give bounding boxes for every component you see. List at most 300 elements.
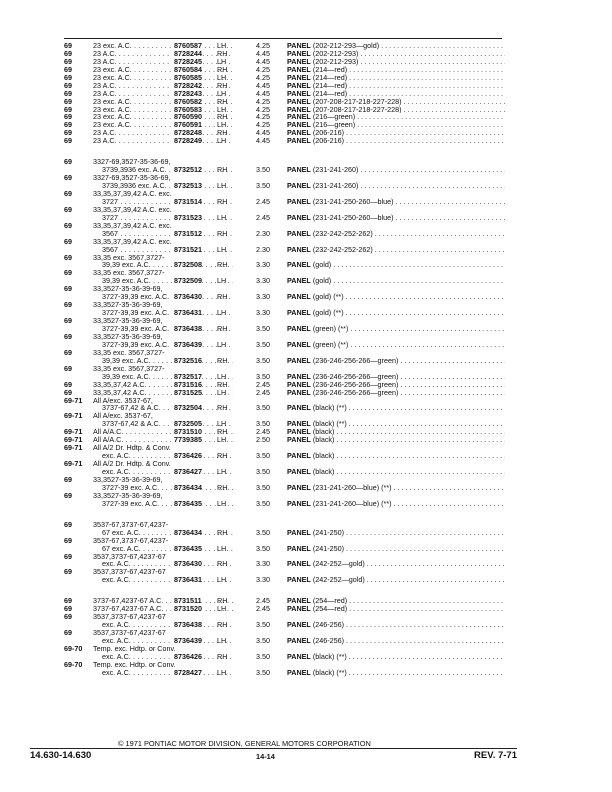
footer-rule [30, 748, 517, 749]
application-leader [93, 468, 233, 476]
part-number: 8736435 [174, 498, 202, 508]
table-row [64, 58, 502, 66]
description-text: (242-252—gold) . . . [313, 560, 505, 568]
description-prefix: PANEL [287, 182, 311, 190]
table-row [64, 476, 502, 492]
model-year: 69 [64, 220, 72, 230]
side-code: LH [217, 120, 227, 130]
application-line: 3567 [102, 228, 118, 238]
table-row [64, 158, 502, 174]
application-line: 3737-67,42 & A.C. [102, 419, 161, 429]
application-line: 33,35 exc. 3567,3727- [93, 269, 165, 278]
description-cell [287, 50, 505, 58]
model-year: 69 [64, 551, 72, 561]
description-cell [287, 74, 505, 82]
description-cell [287, 230, 505, 238]
description-text: (gold) . . . [313, 277, 505, 285]
application-leader [93, 166, 233, 174]
table-row [64, 90, 502, 98]
application-line: 23 exc. A.C. [93, 65, 132, 74]
table-row [64, 553, 502, 569]
application-cell [93, 317, 233, 333]
table-row [64, 381, 502, 389]
labor-hours: 2.45 [256, 387, 270, 397]
description-prefix: PANEL [287, 468, 311, 476]
table-row [64, 365, 502, 381]
application-cell [93, 444, 233, 460]
labor-hours: 3.50 [256, 651, 270, 661]
labor-hours: 2.45 [256, 604, 270, 614]
description-cell [287, 404, 505, 412]
part-number: 8732509 [174, 276, 202, 286]
application-leader [93, 58, 233, 66]
description-cell [287, 653, 505, 661]
model-year: 69 [64, 252, 72, 262]
side-code: RH [217, 559, 228, 569]
application-line: 3327-69,3527-35-36-69, [93, 158, 171, 167]
application-leader [93, 98, 233, 106]
model-year: 69 [64, 347, 72, 357]
labor-hours: 3.50 [256, 498, 270, 508]
application-leader [93, 389, 233, 397]
description-prefix: PANEL [287, 325, 311, 333]
model-year: 69 [64, 490, 72, 500]
description-text: (gold) (**) . . . [313, 309, 505, 317]
application-cell [93, 98, 233, 106]
application-leader [93, 420, 233, 428]
application-cell [93, 301, 233, 317]
application-line: Temp. exc. Hdtp. or Conv. [93, 660, 176, 669]
description-text: (254—red) . . . [313, 597, 505, 605]
application-line: 3727 [102, 212, 118, 222]
application-leader [93, 106, 233, 114]
side-code: LH [217, 88, 227, 98]
side-code: RH [217, 482, 228, 492]
model-year: 69 [64, 474, 72, 484]
description-prefix: PANEL [287, 229, 311, 238]
application-line: 33,35,37,39,42 A.C. exc. [93, 205, 172, 214]
application-line: exc. A.C. [102, 467, 131, 476]
description-cell [287, 484, 505, 492]
application-cell [93, 568, 233, 584]
table-row [64, 537, 502, 553]
table-row [64, 568, 502, 584]
part-number: 8760587 [174, 41, 202, 50]
application-line: 23 A.C. [93, 137, 117, 146]
application-leader [93, 129, 233, 137]
application-leader [93, 560, 233, 568]
application-line: 3739,3936 exc. A.C. [102, 165, 167, 175]
side-code: LH [217, 339, 227, 349]
description-prefix: PANEL [287, 428, 311, 437]
side-code: LH [217, 104, 227, 114]
application-leader [93, 404, 233, 412]
application-line: 3737-67,42 & A.C. [102, 403, 161, 413]
description-text: (214—red) . . . [313, 90, 505, 98]
application-line: 39,39 exc. A.C. [102, 260, 151, 270]
description-text: (gold) . . . [313, 261, 505, 269]
application-line: 3727 [102, 196, 118, 206]
application-leader [93, 576, 233, 584]
description-prefix: PANEL [287, 105, 311, 114]
side-code: RH [217, 596, 228, 606]
application-line: 3727-39,39 exc. A.C. [102, 308, 170, 318]
application-line: All A/A.C. [93, 428, 124, 437]
description-text: (231-241-260) . . . [313, 166, 505, 174]
description-cell [287, 669, 505, 677]
description-text: (black) . . . [313, 452, 505, 460]
side-code: RH [217, 96, 228, 106]
description-prefix: PANEL [287, 483, 311, 492]
application-leader [93, 42, 233, 50]
model-year: 69-71 [64, 435, 83, 445]
part-number: 8736438 [174, 324, 202, 334]
application-cell [93, 553, 233, 569]
part-number: 8760584 [174, 64, 202, 74]
application-cell [93, 428, 233, 436]
description-cell [287, 137, 505, 145]
side-code: RH [217, 48, 228, 58]
description-text: (black) (**) . . . [313, 420, 505, 428]
application-line: 3737-67,4237-67 A.C. [93, 605, 164, 614]
side-code: RH [217, 64, 228, 74]
labor-hours: 3.30 [256, 260, 270, 270]
description-cell [287, 113, 505, 121]
part-number: 8728245 [174, 56, 202, 66]
description-cell [287, 198, 505, 206]
part-number: 8732516 [174, 355, 202, 365]
description-cell [287, 106, 505, 114]
application-line: 67 exc. A.C. [102, 543, 141, 553]
side-code: RH [217, 112, 228, 122]
description-cell [287, 468, 505, 476]
description-text: (241-250) . . . [313, 529, 505, 537]
part-number: 8731520 [174, 604, 202, 614]
labor-hours: 3.50 [256, 620, 270, 630]
labor-hours: 3.30 [256, 575, 270, 585]
description-cell [287, 121, 505, 129]
labor-hours: 4.25 [256, 41, 270, 50]
side-code: LH [217, 72, 227, 82]
description-cell [287, 436, 505, 444]
table-row [64, 174, 502, 190]
model-year: 69 [64, 268, 72, 278]
side-code: RH [217, 292, 228, 302]
labor-hours: 3.50 [256, 667, 270, 677]
application-line: exc. A.C. [102, 575, 131, 585]
labor-hours: 3.50 [256, 419, 270, 429]
description-text: (green) (**) . . . [313, 341, 505, 349]
description-prefix: PANEL [287, 597, 311, 606]
part-number: 8736434 [174, 482, 202, 492]
application-line: 33,35,37,42 A.C. [93, 380, 147, 389]
description-cell [287, 357, 505, 365]
application-leader [93, 428, 233, 436]
application-cell [93, 397, 233, 413]
model-year: 69 [64, 136, 72, 146]
description-cell [287, 637, 505, 645]
table-row [64, 613, 502, 629]
part-number: 8736439 [174, 339, 202, 349]
application-leader [93, 198, 233, 206]
application-line: exc. A.C. [102, 451, 131, 461]
model-year: 69 [64, 41, 72, 50]
description-prefix: PANEL [287, 576, 311, 585]
application-cell [93, 492, 233, 508]
description-cell [287, 500, 505, 508]
application-line: 33,3527-35-36-39-69, [93, 285, 163, 294]
description-text: (236-246-256-266—green) . . . [313, 389, 505, 397]
application-line: 33,3527-35-36-39-69, [93, 317, 163, 326]
labor-hours: 2.45 [256, 427, 270, 437]
table-row [64, 436, 502, 444]
description-text: (231-241-260—blue) (**) . . . [313, 500, 505, 508]
description-cell [287, 605, 505, 613]
application-line: exc. A.C. [102, 620, 131, 630]
description-prefix: PANEL [287, 166, 311, 175]
part-number: 8736426 [174, 651, 202, 661]
page-footer [30, 739, 517, 779]
page-number: 14-14 [256, 752, 275, 761]
application-leader [93, 484, 233, 492]
labor-hours: 4.25 [256, 64, 270, 74]
description-prefix: PANEL [287, 668, 311, 677]
application-line: 23 exc. A.C. [93, 113, 132, 122]
application-leader [93, 452, 233, 460]
labor-hours: 2.50 [256, 435, 270, 445]
labor-hours: 3.30 [256, 276, 270, 286]
description-cell [287, 420, 505, 428]
side-code: LH [217, 56, 227, 66]
description-prefix: PANEL [287, 81, 311, 90]
description-text: (216—green) . . . [313, 113, 505, 121]
description-prefix: PANEL [287, 605, 311, 614]
description-text: (black) . . . [313, 428, 505, 436]
application-line: 39,39 exc. A.C. [102, 355, 151, 365]
application-leader [93, 529, 233, 537]
application-cell [93, 333, 233, 349]
application-cell [93, 129, 233, 137]
application-cell [93, 50, 233, 58]
table-row [64, 238, 502, 254]
description-prefix: PANEL [287, 73, 311, 82]
description-prefix: PANEL [287, 404, 311, 413]
table-row [64, 121, 502, 129]
description-prefix: PANEL [287, 42, 311, 50]
application-leader [93, 66, 233, 74]
application-cell [93, 460, 233, 476]
labor-hours: 3.30 [256, 292, 270, 302]
description-prefix: PANEL [287, 113, 311, 122]
labor-hours: 2.45 [256, 196, 270, 206]
application-cell [93, 476, 233, 492]
table-row [64, 645, 502, 661]
model-year: 69 [64, 604, 72, 614]
side-code: LH [217, 136, 227, 146]
description-cell [287, 166, 505, 174]
table-row [64, 428, 502, 436]
application-line: 23 A.C. [93, 81, 117, 90]
application-leader [93, 261, 233, 269]
description-cell [287, 373, 505, 381]
application-cell [93, 349, 233, 365]
description-prefix: PANEL [287, 621, 311, 630]
application-line: 23 exc. A.C. [93, 105, 132, 114]
application-cell [93, 238, 233, 254]
application-line: exc. A.C. [102, 667, 131, 677]
copyright-notice: © 1971 PONTIAC MOTOR DIVISION, GENERAL MOTORS CORPORATION [118, 739, 371, 748]
application-line: 23 A.C. [93, 49, 117, 58]
table-row [64, 113, 502, 121]
part-number: 8731511 [174, 596, 202, 606]
table-row [64, 492, 502, 508]
labor-hours: 2.30 [256, 244, 270, 254]
top-rule [64, 38, 502, 39]
description-text: (202-212-293—gold) . . . [313, 42, 505, 50]
part-number: 8736431 [174, 575, 202, 585]
part-number: 8731512 [174, 228, 202, 238]
part-number: 8728249 [174, 136, 202, 146]
description-text: (254—red) . . . [313, 605, 505, 613]
side-code: RH [217, 128, 228, 138]
application-leader [93, 605, 233, 613]
application-line: 3727-39 exc. A.C. [102, 482, 160, 492]
side-code: LH [217, 308, 227, 318]
model-year: 69 [64, 128, 72, 138]
side-code: RH [217, 324, 228, 334]
description-cell [287, 98, 505, 106]
side-code: LH [217, 419, 227, 429]
part-number: 8736434 [174, 527, 202, 537]
application-cell [93, 113, 233, 121]
application-line: 23 A.C. [93, 89, 117, 98]
labor-hours: 4.45 [256, 136, 270, 146]
description-prefix: PANEL [287, 356, 311, 365]
application-cell [93, 82, 233, 90]
labor-hours: 4.45 [256, 88, 270, 98]
table-row [64, 412, 502, 428]
part-number: 8736439 [174, 636, 202, 646]
model-year: 69 [64, 567, 72, 577]
description-text: (214—red) . . . [313, 74, 505, 82]
model-year: 69 [64, 157, 72, 167]
application-line: 39,39 exc. A.C. [102, 276, 151, 286]
table-row [64, 98, 502, 106]
labor-hours: 4.45 [256, 48, 270, 58]
description-prefix: PANEL [287, 89, 311, 98]
application-leader [93, 50, 233, 58]
description-text: (214—red) . . . [313, 82, 505, 90]
table-row [64, 74, 502, 82]
application-cell [93, 285, 233, 301]
description-text: (202-212-293) . . . [313, 50, 505, 58]
model-year: 69 [64, 96, 72, 106]
application-cell [93, 597, 233, 605]
labor-hours: 2.45 [256, 379, 270, 389]
part-number: 8732508 [174, 260, 202, 270]
application-leader [93, 621, 233, 629]
table-row [64, 629, 502, 645]
application-line: 33,35,37,39,42 A.C. exc. [93, 189, 172, 198]
part-number: 8760582 [174, 96, 202, 106]
table-row [64, 397, 502, 413]
description-prefix: PANEL [287, 309, 311, 318]
application-cell [93, 365, 233, 381]
description-prefix: PANEL [287, 277, 311, 286]
description-prefix: PANEL [287, 245, 311, 254]
labor-hours: 3.50 [256, 636, 270, 646]
application-cell [93, 106, 233, 114]
description-prefix: PANEL [287, 293, 311, 302]
side-code: RH [217, 80, 228, 90]
description-prefix: PANEL [287, 652, 311, 661]
application-leader [93, 381, 233, 389]
application-line: 33,3527-35-36-39-69, [93, 475, 163, 484]
side-code: RH [217, 427, 228, 437]
description-cell [287, 261, 505, 269]
description-cell [287, 597, 505, 605]
application-line: 3537,3737-67,4237-67 [93, 568, 166, 577]
application-cell [93, 190, 233, 206]
description-text: (207-208-217-218-227-228) . . . [313, 106, 505, 114]
application-line: 33,35 exc. 3567,3727- [93, 348, 165, 357]
application-leader [93, 74, 233, 82]
description-text: (231-241-250-260—blue) . . . [313, 198, 505, 206]
description-prefix: PANEL [287, 560, 311, 569]
application-line: 3537,3737-67,4237-67 [93, 629, 166, 638]
table-row [64, 137, 502, 145]
application-line: 67 exc. A.C. [102, 527, 141, 537]
application-line: All A/exc. 3537-67, [93, 412, 153, 421]
part-number: 8731525 [174, 387, 202, 397]
side-code: RH [217, 165, 228, 175]
side-code: LH [217, 575, 227, 585]
part-number: 8731516 [174, 379, 202, 389]
model-year: 69 [64, 64, 72, 74]
model-year: 69 [64, 300, 72, 310]
revision-label: REV. 7-71 [474, 750, 517, 761]
model-year: 69 [64, 80, 72, 90]
description-text: (242-252—gold) . . . [313, 576, 505, 584]
description-cell [287, 341, 505, 349]
table-row [64, 333, 502, 349]
application-line: 23 exc. A.C. [93, 121, 132, 130]
side-code: RH [217, 228, 228, 238]
table-row [64, 605, 502, 613]
application-cell [93, 66, 233, 74]
description-text: (214—red) . . . [313, 66, 505, 74]
description-text: (246-256) . . . [313, 637, 505, 645]
application-leader [93, 182, 233, 190]
description-text: (241-250) . . . [313, 545, 505, 553]
table-row [64, 190, 502, 206]
description-prefix: PANEL [287, 499, 311, 508]
model-year: 69 [64, 112, 72, 122]
side-code: LH [217, 181, 227, 191]
part-number: 8760591 [174, 120, 202, 130]
table-row [64, 129, 502, 137]
description-cell [287, 621, 505, 629]
part-number: 8728427 [174, 667, 202, 677]
description-cell [287, 325, 505, 333]
side-code: LH [217, 636, 227, 646]
table-row [64, 301, 502, 317]
description-prefix: PANEL [287, 452, 311, 461]
model-year: 69 [64, 120, 72, 130]
application-line: 23 A.C. [93, 129, 117, 138]
model-year: 69-71 [64, 411, 83, 421]
application-cell [93, 412, 233, 428]
